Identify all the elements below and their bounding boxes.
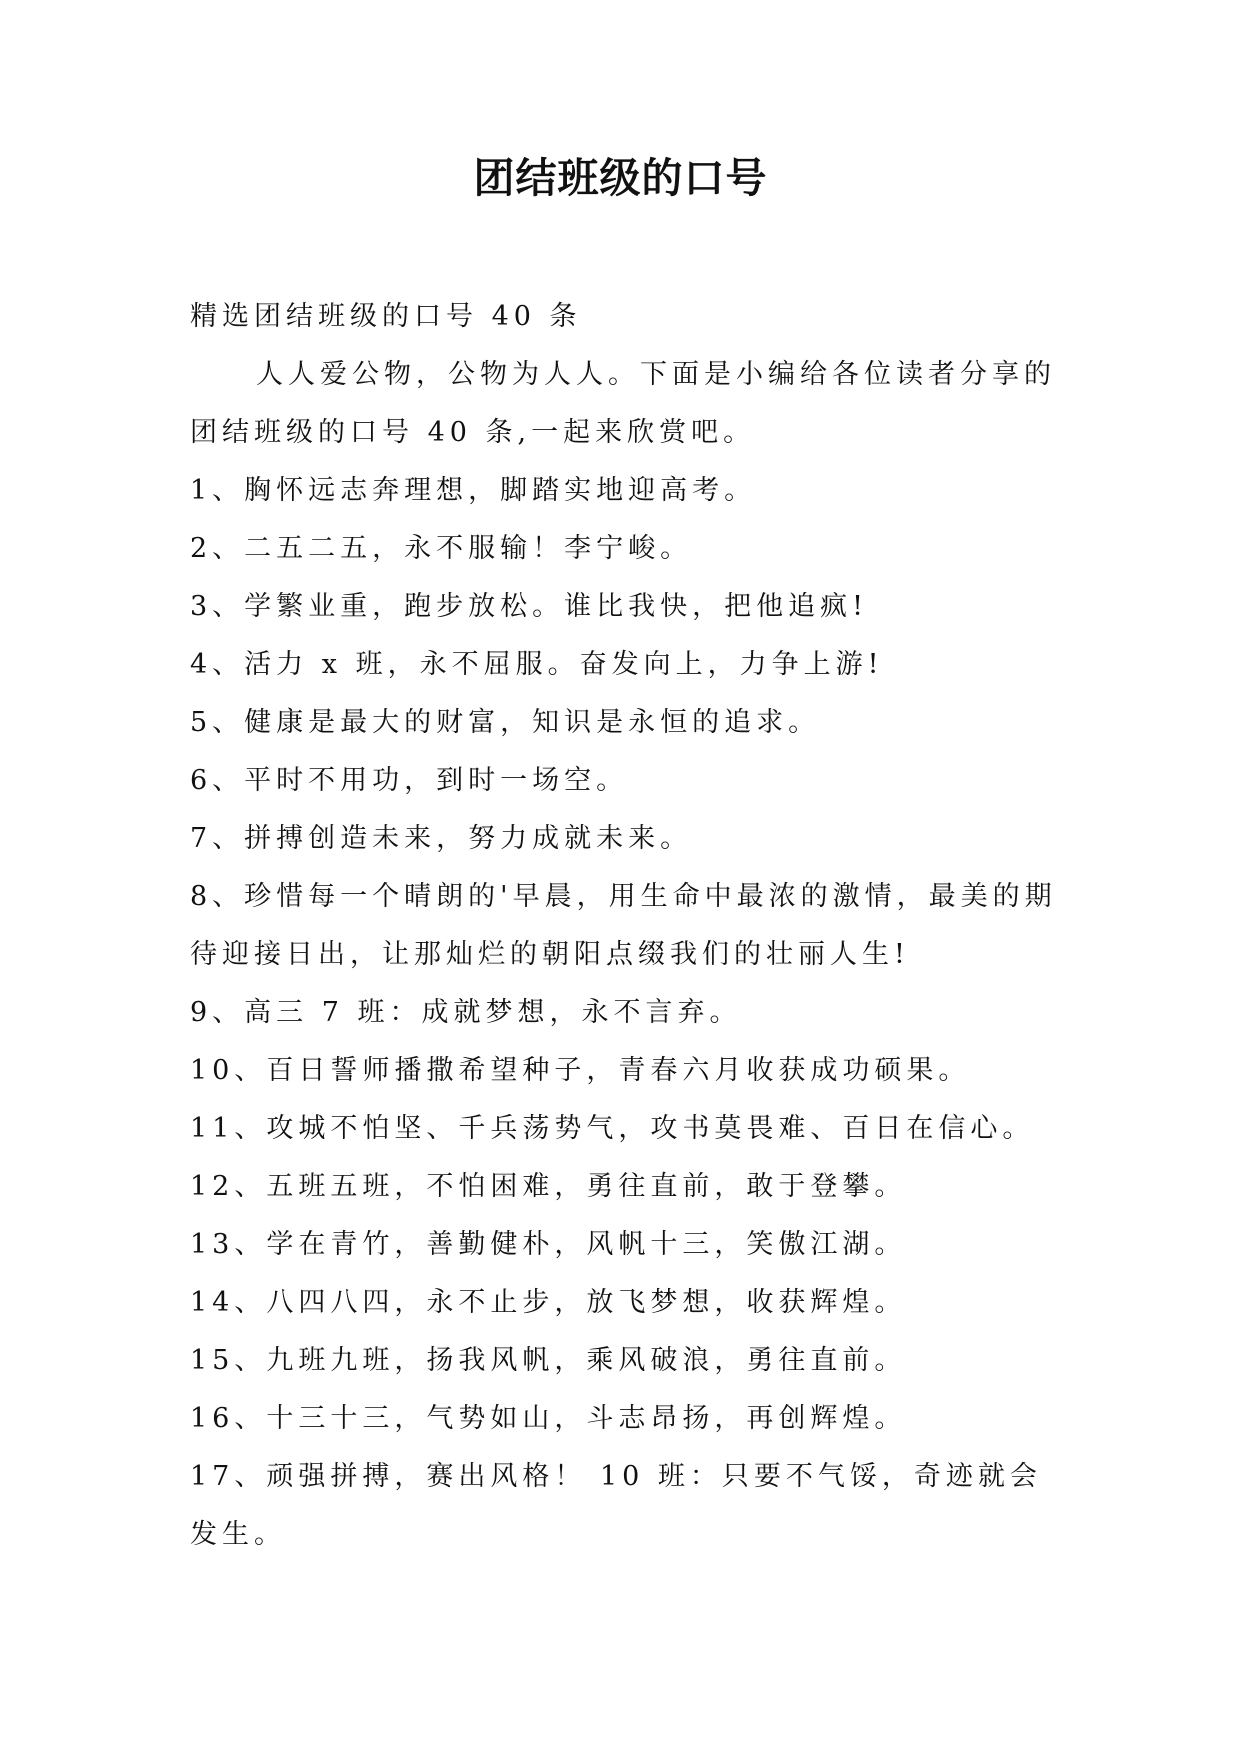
slogan-item: 10、百日誓师播撒希望种子，青春六月收获成功硕果。 xyxy=(190,1055,971,1086)
slogan-item: 14、八四八四，永不止步，放飞梦想，收获辉煌。 xyxy=(190,1287,907,1318)
slogan-item: 13、学在青竹，善勤健朴，风帆十三，笑傲江湖。 xyxy=(190,1229,907,1260)
slogan-item: 12、五班五班，不怕困难，勇往直前，敢于登攀。 xyxy=(190,1171,907,1202)
slogan-item: 7、拼搏创造未来，努力成就未来。 xyxy=(190,823,693,854)
slogan-item: 15、九班九班，扬我风帆，乘风破浪，勇往直前。 xyxy=(190,1345,907,1376)
slogan-item: 4、活力 x 班，永不屈服。奋发向上，力争上游! xyxy=(190,649,884,680)
slogan-item: 16、十三十三，气势如山，斗志昂扬，再创辉煌。 xyxy=(190,1403,907,1434)
slogan-item: 3、学繁业重，跑步放松。谁比我快，把他追疯! xyxy=(190,591,869,622)
slogan-item: 17、顽强拼搏，赛出风格！ 10 班：只要不气馁，奇迹就会发生。 xyxy=(190,1461,1042,1550)
slogan-item: 6、平时不用功，到时一场空。 xyxy=(190,765,629,796)
slogan-item: 9、高三 7 班：成就梦想，永不言弃。 xyxy=(190,997,742,1028)
slogan-item: 1、胸怀远志奔理想，脚踏实地迎高考。 xyxy=(190,475,757,506)
slogan-item: 11、攻城不怕坚、千兵荡势气，攻书莫畏难、百日在信心。 xyxy=(190,1113,1035,1144)
document-body xyxy=(190,288,1060,1564)
slogan-item: 8、珍惜每一个晴朗的'早晨，用生命中最浓的激情，最美的期待迎接日出，让那灿烂的朝阳点缀我们的壮丽人生! xyxy=(190,881,1057,970)
subtitle-line: 精选团结班级的口号 40 条 xyxy=(190,301,582,332)
intro-paragraph: 人人爱公物，公物为人人。下面是小编给各位读者分享的团结班级的口号 40 条,一起来欣赏吧。 xyxy=(190,359,1056,448)
slogan-item: 5、健康是最大的财富，知识是永恒的追求。 xyxy=(190,707,821,738)
page-title: 团结班级的口号 xyxy=(473,154,768,202)
slogan-item: 2、二五二五，永不服输！李宁峻。 xyxy=(190,533,693,564)
